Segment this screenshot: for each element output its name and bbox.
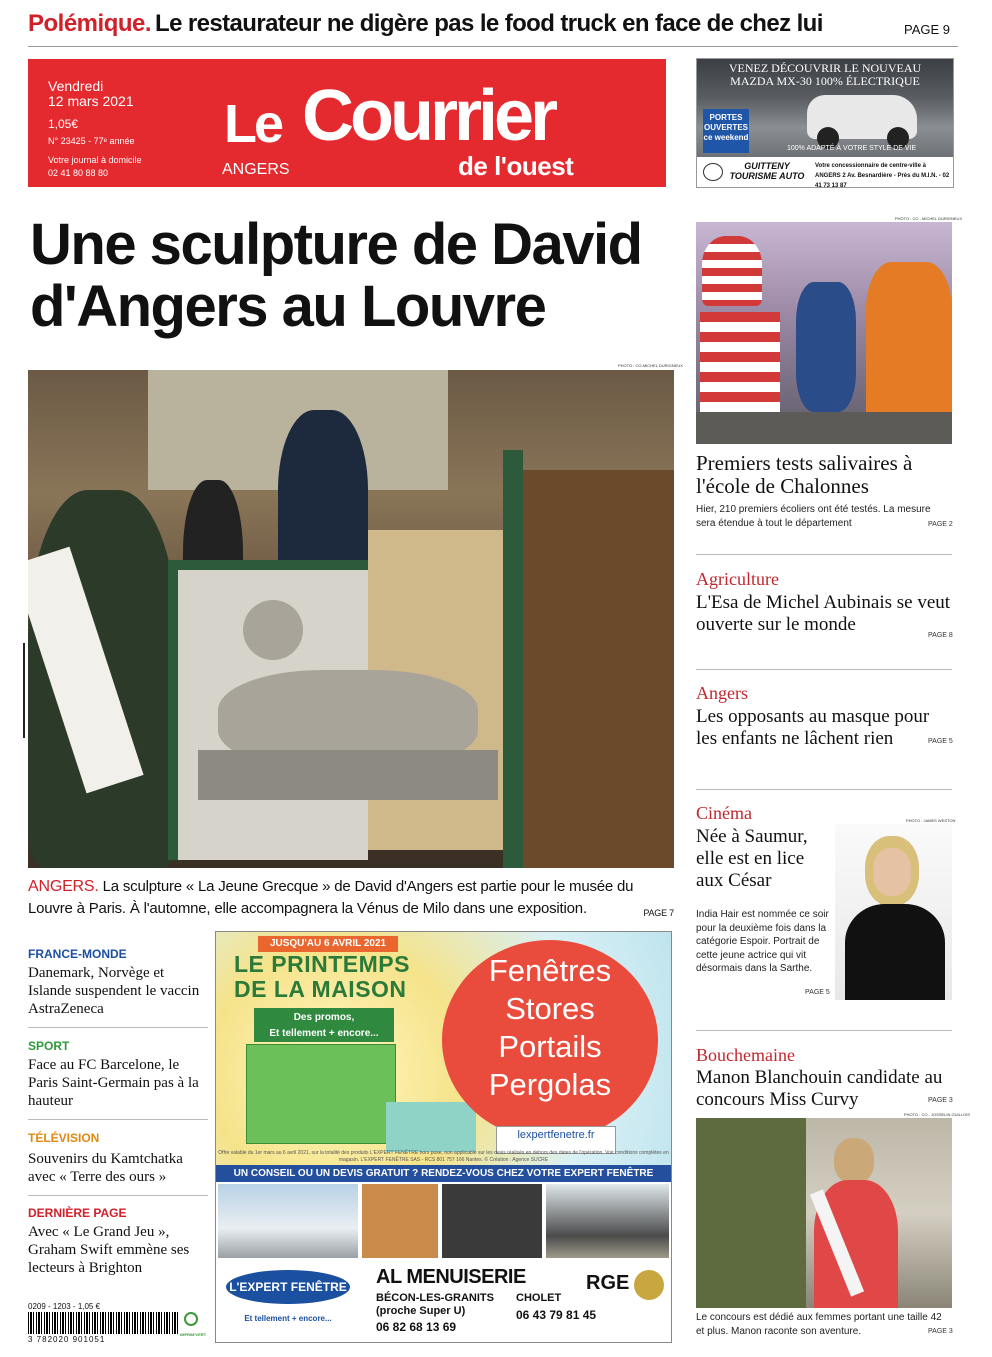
photo-frame xyxy=(503,450,523,868)
brief-kicker-sport: SPORT xyxy=(28,1039,70,1053)
divider xyxy=(28,1119,208,1120)
headline-line2: d'Angers au Louvre xyxy=(30,274,546,339)
cinema-photo[interactable] xyxy=(835,824,952,1000)
child-hat xyxy=(702,236,762,306)
divider xyxy=(28,1027,208,1028)
brief-kicker-france-monde: FRANCE-MONDE xyxy=(28,947,127,961)
angers-kicker: Angers xyxy=(696,683,748,703)
masthead-date xyxy=(48,79,134,109)
teaser-text: Le restaurateur ne digère pas le food truck en face de chez lui xyxy=(155,10,823,37)
woman-hair xyxy=(834,1138,874,1184)
statue-base xyxy=(198,750,498,800)
greenhouse-illustration xyxy=(386,1102,476,1152)
brief-title[interactable]: Souvenirs du Kamtchatka avec « Terre des ours » xyxy=(28,1151,183,1185)
brief-title[interactable]: Face au FC Barcelone, le Paris Saint-Germain pas à la hauteur xyxy=(28,1057,199,1109)
logo-courrier: Courrier xyxy=(302,76,555,156)
product-fenetres: Fenêtres xyxy=(488,953,612,988)
pergola-photo xyxy=(546,1184,669,1258)
logo-le: Le xyxy=(224,94,282,154)
mazda-line1: VENEZ DÉCOUVRIR LE NOUVEAU xyxy=(728,61,922,75)
barcode-digits: 3 782020 901051 xyxy=(28,1335,106,1344)
teaser-page: PAGE 9 xyxy=(903,22,950,37)
home-line2: 02 41 80 88 80 xyxy=(48,168,109,178)
main-photo[interactable] xyxy=(28,370,674,868)
masthead-date-text: 12 mars 2021 xyxy=(48,93,134,109)
headline-line1: Une sculpture de David xyxy=(30,212,642,277)
door-photo xyxy=(362,1184,438,1258)
photo-credit: PHOTO : JAMES WESTON xyxy=(906,818,956,823)
mazda-line2: MAZDA MX-30 100% ÉLECTRIQUE xyxy=(730,74,920,88)
barcode-code: 0209 - 1203 - 1,05 € xyxy=(28,1302,101,1311)
dealer-address: Votre concessionnaire de centre-ville à ANGERS 2 Av. Besnardière - Près du M.I.N. - 02 41 73 13 87 xyxy=(815,163,950,188)
masthead-price: 1,05€ xyxy=(48,117,79,131)
ad-legal: Offre valable du 1er mars au 6 avril 2021, sur la totalité des produits L'EXPERT FENÊTRE hors pose, non applicable sur les devis réalisés en dehors des dates de l'opération. Voir conditions complètes en magasin. L'EXPERT FENÊTRE SAS - RCS 801 757 166 Nantes. © Création : Agence SUCRE xyxy=(218,1150,669,1163)
barcode xyxy=(28,1302,178,1346)
nurse xyxy=(866,262,952,422)
actress-face xyxy=(873,848,911,896)
house-illustration xyxy=(246,1044,396,1144)
city1-sub: (proche Super U) xyxy=(376,1305,466,1317)
ad-title2: DE LA MAISON xyxy=(234,976,407,1002)
bouchemaine-title[interactable]: Manon Blanchouin candidate au concours Miss Curvy xyxy=(696,1067,943,1110)
vans-photo xyxy=(218,1184,358,1258)
child-shirt xyxy=(700,312,780,422)
divider xyxy=(696,789,952,790)
city1-name: BÉCON-LES-GRANITS xyxy=(376,1292,494,1304)
actress-dress xyxy=(845,904,945,1000)
teaser-keyword: Polémique. xyxy=(28,10,152,37)
brief-kicker-derniere-page: DERNIÈRE PAGE xyxy=(28,1206,127,1220)
divider xyxy=(28,1195,208,1196)
open-days-badge: PORTES OUVERTES ce weekend xyxy=(703,109,749,153)
agriculture-kicker: Agriculture xyxy=(696,569,779,589)
cinema-kicker: Cinéma xyxy=(696,803,752,823)
photo-wood xyxy=(523,470,674,868)
dealer-name: GUITTENY TOURISME AUTO xyxy=(729,161,805,181)
masthead-home-delivery xyxy=(48,154,142,180)
photo-credit: PHOTO : CO-MICHEL DURIGNEUX xyxy=(618,363,683,368)
product-pergolas: Pergolas xyxy=(488,1067,612,1102)
divider xyxy=(696,669,952,670)
child xyxy=(796,282,856,412)
garage-door-photo xyxy=(442,1184,542,1258)
caption-page: PAGE 7 xyxy=(643,908,674,918)
teaser-headline[interactable] xyxy=(28,10,958,44)
brief-kicker-television: TÉLÉVISION xyxy=(28,1131,100,1145)
ad-website[interactable]: lexpertfenetre.fr xyxy=(496,1126,616,1154)
tests-page: PAGE 2 xyxy=(928,521,953,528)
statue-head xyxy=(243,600,303,660)
floor xyxy=(696,412,952,444)
leaf-icon xyxy=(184,1312,198,1326)
cinema-text: India Hair est nommée ce soir pour la deuxième fois dans la catégorie Espoir. Portrait de cette jeune actrice qui vit désormais dans la Sarthe. xyxy=(696,909,829,974)
photo-credit: PHOTO : CO - MICHEL DURIGNEUX xyxy=(895,216,963,221)
main-headline[interactable] xyxy=(30,214,680,338)
cinema-title[interactable]: Née à Saumur, elle est en lice aux César xyxy=(696,826,808,891)
ad-title1: LE PRINTEMPS xyxy=(234,951,410,977)
bouchemaine-kicker: Bouchemaine xyxy=(696,1045,795,1065)
ad-title xyxy=(234,952,410,1002)
ad-banner: UN CONSEIL OU UN DEVIS GRATUIT ? RENDEZ-VOUS CHEZ VOTRE EXPERT FENÊTRE xyxy=(216,1165,671,1182)
city2: CHOLET xyxy=(516,1292,562,1304)
bouchemaine-text: Le concours est dédié aux femmes portant une taille 42 et plus. Manon raconte son aventure. xyxy=(696,1312,942,1337)
mazda-small: 100% ADAPTÉ À VOTRE STYLE DE VIE xyxy=(787,145,917,152)
imprim-vert-logo xyxy=(180,1310,214,1346)
bouchemaine-photo[interactable] xyxy=(696,1118,952,1308)
main-caption xyxy=(28,876,678,920)
bouchemaine-text-page: PAGE 3 xyxy=(928,1328,953,1335)
logo-ouest: de l'ouest xyxy=(458,151,574,181)
agriculture-page: PAGE 8 xyxy=(928,632,953,639)
tests-text: Hier, 210 premiers écoliers ont été testés. La mesure sera étendue à tout le département xyxy=(696,504,931,529)
tests-title[interactable]: Premiers tests salivaires à l'école de Chalonnes xyxy=(696,451,913,498)
ad-promo1: Des promos, xyxy=(293,1012,355,1023)
expert-fenetre-ad[interactable] xyxy=(215,931,672,1343)
mazda-ad[interactable] xyxy=(696,58,954,188)
photo-credit: PHOTO : CO - JOSSELIN GUILLOIS xyxy=(904,1112,970,1117)
tests-photo[interactable] xyxy=(696,222,952,444)
divider xyxy=(28,46,958,47)
masthead-number: N° 23425 - 77ᵉ année xyxy=(48,136,135,146)
product-stores: Stores xyxy=(505,991,595,1026)
city1 xyxy=(376,1292,494,1318)
bouchemaine-page: PAGE 3 xyxy=(928,1097,953,1104)
home-line1: Votre journal à domicile xyxy=(48,155,142,165)
logo-tagline: Et tellement + encore... xyxy=(244,1314,332,1323)
masthead xyxy=(28,59,666,187)
plants xyxy=(696,1118,806,1308)
angers-title[interactable]: Les opposants au masque pour les enfants ne lâchent rien xyxy=(696,706,930,749)
divider xyxy=(696,554,952,555)
logo-oval: L'EXPERT FENÊTRE xyxy=(226,1270,350,1304)
edition-city: ANGERS xyxy=(222,161,290,178)
angers-page: PAGE 5 xyxy=(928,738,953,745)
brief-title[interactable]: Avec « Le Grand Jeu », Graham Swift emmène ses lecteurs à Brighton xyxy=(28,1224,190,1276)
imprim-vert-text: IMPRIM'VERT xyxy=(180,1332,207,1337)
mazda-logo-icon xyxy=(703,163,723,181)
barcode-bars xyxy=(28,1312,178,1334)
caption-text: La sculpture « La Jeune Grecque » de David d'Angers est partie pour le musée du Louvre à Paris. À l'automne, elle accompagnera la Vénus de Milo dans une exposition. xyxy=(28,878,634,917)
divider xyxy=(23,643,25,738)
company-name: AL MENUISERIE xyxy=(376,1266,526,1288)
product-portails: Portails xyxy=(498,1029,602,1064)
ad-ribbon: JUSQU'AU 6 AVRIL 2021 xyxy=(258,936,398,952)
ad-promo2: Et tellement + encore... xyxy=(269,1028,379,1039)
phone2[interactable]: 06 43 79 81 45 xyxy=(516,1308,597,1322)
brief-title[interactable]: Danemark, Norvège et Islande suspendent le vaccin AstraZeneca xyxy=(28,965,200,1017)
seal-icon xyxy=(634,1270,664,1300)
caption-keyword: ANGERS. xyxy=(28,878,99,895)
rge-label: RGE xyxy=(586,1272,630,1294)
expert-fenetre-logo xyxy=(222,1262,354,1338)
ad-promo xyxy=(254,1008,394,1042)
phone1[interactable]: 06 82 68 13 69 xyxy=(376,1320,457,1334)
agriculture-title[interactable]: L'Esa de Michel Aubinais se veut ouverte sur le monde xyxy=(696,592,951,635)
divider xyxy=(696,1030,952,1031)
masthead-day: Vendredi xyxy=(48,78,104,94)
cinema-page: PAGE 5 xyxy=(805,989,830,996)
